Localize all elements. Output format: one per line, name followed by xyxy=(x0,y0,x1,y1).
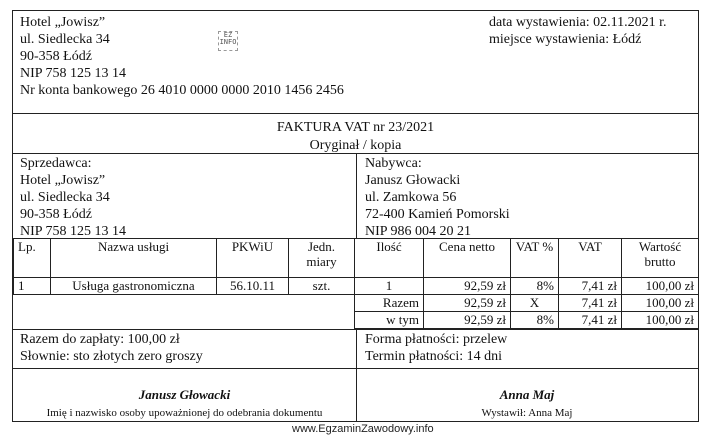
breakdown-gross: 100,00 zł xyxy=(622,312,699,329)
payment-term: Termin płatności: 14 dni xyxy=(365,349,503,364)
cell-pkwiu: 56.10.11 xyxy=(217,278,289,295)
issue-date: data wystawienia: 02.11.2021 r. xyxy=(489,15,667,30)
invoice-document xyxy=(12,10,699,422)
payment-terms xyxy=(365,331,507,365)
total-row xyxy=(14,295,699,312)
buyer-city: 72-400 Kamień Pomorski xyxy=(365,207,510,222)
hotel-street: ul. Siedlecka 34 xyxy=(20,32,110,47)
column-header: Wartość brutto xyxy=(622,239,699,278)
total-net: 92,59 zł xyxy=(424,295,511,312)
receiver-caption: Imię i nazwisko osoby upoważnionej do odebrania dokumentu xyxy=(46,407,323,419)
buyer-label: Nabywca: xyxy=(365,156,422,171)
payment-method: Forma płatności: przelew xyxy=(365,332,508,347)
issue-info xyxy=(489,14,667,48)
seller-city: 90-358 Łódź xyxy=(20,207,92,222)
seller-label: Sprzedawca: xyxy=(20,156,92,171)
column-header: Nazwa usługi xyxy=(51,239,217,278)
seller-block xyxy=(20,155,126,240)
seller-nip: NIP 758 125 13 14 xyxy=(20,224,127,239)
table-row xyxy=(14,278,699,295)
column-header: Jedn. miary xyxy=(289,239,355,278)
divider xyxy=(13,113,698,114)
hotel-name: Hotel „Jowisz” xyxy=(20,15,106,30)
cell-vat-amount: 7,41 zł xyxy=(559,278,622,295)
column-header: Lp. xyxy=(14,239,51,278)
buyer-nip: NIP 986 004 20 21 xyxy=(365,224,472,239)
cell-net-price: 92,59 zł xyxy=(424,278,511,295)
total-label: Razem xyxy=(355,295,424,312)
cell-lp: 1 xyxy=(14,278,51,295)
issuer-caption: Wystawił: Anna Maj xyxy=(481,407,573,419)
invoice-subtitle: Oryginał / kopia xyxy=(309,138,402,153)
buyer-street: ul. Zamkowa 56 xyxy=(365,190,457,205)
cell-unit: szt. xyxy=(289,278,355,295)
issuer-header xyxy=(20,14,344,99)
payment-summary xyxy=(20,331,203,365)
divider xyxy=(13,368,698,369)
column-header: Ilość xyxy=(355,239,424,278)
buyer-block xyxy=(365,155,510,240)
breakdown-label: w tym xyxy=(355,312,424,329)
code-image: EZ INFO xyxy=(218,31,238,51)
issue-place: miejsce wystawienia: Łódź xyxy=(489,32,642,47)
amount-in-words: Słownie: sto złotych zero groszy xyxy=(20,349,203,364)
breakdown-vat: 7,41 zł xyxy=(559,312,622,329)
breakdown-vat-rate: 8% xyxy=(511,312,559,329)
amount-to-pay: Razem do zapłaty: 100,00 zł xyxy=(20,332,180,347)
cell-service: Usługa gastronomiczna xyxy=(51,278,217,295)
divider xyxy=(356,153,357,238)
total-vat: 7,41 zł xyxy=(559,295,622,312)
total-gross: 100,00 zł xyxy=(622,295,699,312)
column-header: Cena netto xyxy=(424,239,511,278)
total-vat-rate: X xyxy=(511,295,559,312)
column-header: PKWiU xyxy=(217,239,289,278)
seller-street: ul. Siedlecka 34 xyxy=(20,190,110,205)
breakdown-row xyxy=(14,312,699,329)
cell-quantity: 1 xyxy=(355,278,424,295)
cell-vat-rate: 8% xyxy=(511,278,559,295)
table-header-row xyxy=(14,239,699,278)
empty-cell xyxy=(14,312,355,329)
column-header: VAT % xyxy=(511,239,559,278)
seller-name: Hotel „Jowisz” xyxy=(20,173,106,188)
hotel-city: 90-358 Łódź xyxy=(20,49,92,64)
bank-account: Nr konta bankowego 26 4010 0000 0000 2010 1456 2456 xyxy=(20,83,344,98)
receiver-signature: Janusz Głowacki xyxy=(138,387,231,402)
hotel-nip: NIP 758 125 13 14 xyxy=(20,66,127,81)
invoice-title: FAKTURA VAT nr 23/2021 xyxy=(276,120,435,135)
cell-gross: 100,00 zł xyxy=(622,278,699,295)
empty-cell xyxy=(14,295,355,312)
column-header: VAT xyxy=(559,239,622,278)
issuer-signature: Anna Maj xyxy=(499,387,555,402)
site-watermark: www.EgzaminZawodowy.info xyxy=(292,423,434,435)
buyer-name: Janusz Głowacki xyxy=(365,173,461,188)
items-table xyxy=(13,238,699,329)
breakdown-net: 92,59 zł xyxy=(424,312,511,329)
